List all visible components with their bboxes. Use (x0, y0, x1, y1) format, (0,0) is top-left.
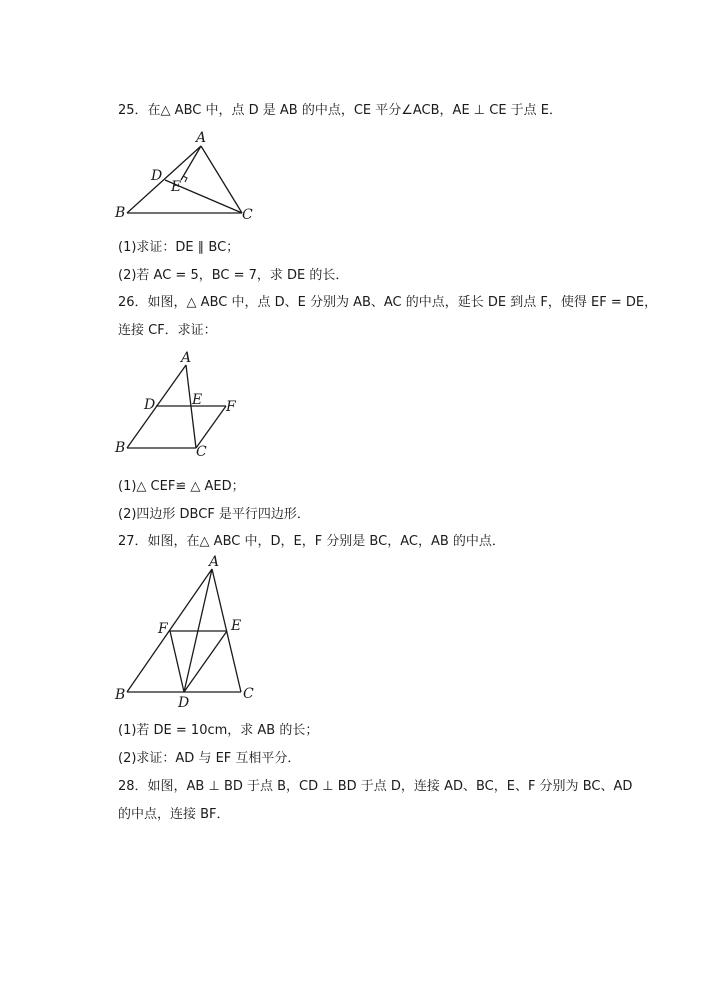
problem-28-stem-2: 的中点，连接 BF． (118, 807, 230, 822)
problem-27-stem: 27．如图，在△ ABC 中，D，E，F 分别是 BC，AC，AB 的中点． (118, 534, 505, 549)
label-c: C (243, 686, 254, 702)
problem-25-part-1: (1)求证：DE ∥ BC； (118, 240, 240, 255)
label-d: D (144, 397, 156, 413)
problem-25-part-2: (2)若 AC = 5，BC = 7，求 DE 的长． (118, 268, 349, 283)
problem-28-stem-1: 28．如图，AB ⊥ BD 于点 B，CD ⊥ BD 于点 D，连接 AD、BC，E、F 分别为 BC、AD (118, 779, 633, 794)
label-b: B (115, 440, 126, 456)
label-f: F (226, 399, 236, 415)
problem-25-stem: 25．在△ ABC 中，点 D 是 AB 的中点，CE 平分∠ACB，AE ⊥ CE 于点 E． (118, 103, 563, 118)
problem-27-part-1: (1)若 DE = 10cm，求 AB 的长； (118, 723, 319, 738)
problem-26-part-2: (2)四边形 DBCF 是平行四边形． (118, 507, 310, 522)
label-b: B (115, 205, 126, 221)
label-a: A (181, 350, 192, 366)
label-c: C (196, 444, 207, 460)
label-b: B (115, 687, 126, 703)
problem-27-part-2: (2)求证：AD 与 EF 互相平分． (118, 751, 301, 766)
label-e: E (192, 392, 203, 408)
problem-26-stem-2: 连接 CF．求证： (118, 323, 217, 338)
segment-fd (170, 631, 184, 692)
problem-26-part-1: (1)△ CEF≌ △ AED； (118, 479, 245, 494)
label-f: F (158, 621, 168, 637)
label-d: D (178, 695, 190, 711)
label-d: D (151, 168, 163, 184)
label-e: E (231, 618, 242, 634)
problem-26-stem-1: 26．如图，△ ABC 中，点 D、E 分别为 AB、AC 的中点，延长 DE 到点 F，使得 EF = DE， (118, 295, 658, 310)
label-e: E (171, 179, 182, 195)
label-a: A (196, 130, 207, 146)
label-a: A (209, 554, 220, 570)
label-c: C (242, 207, 253, 223)
